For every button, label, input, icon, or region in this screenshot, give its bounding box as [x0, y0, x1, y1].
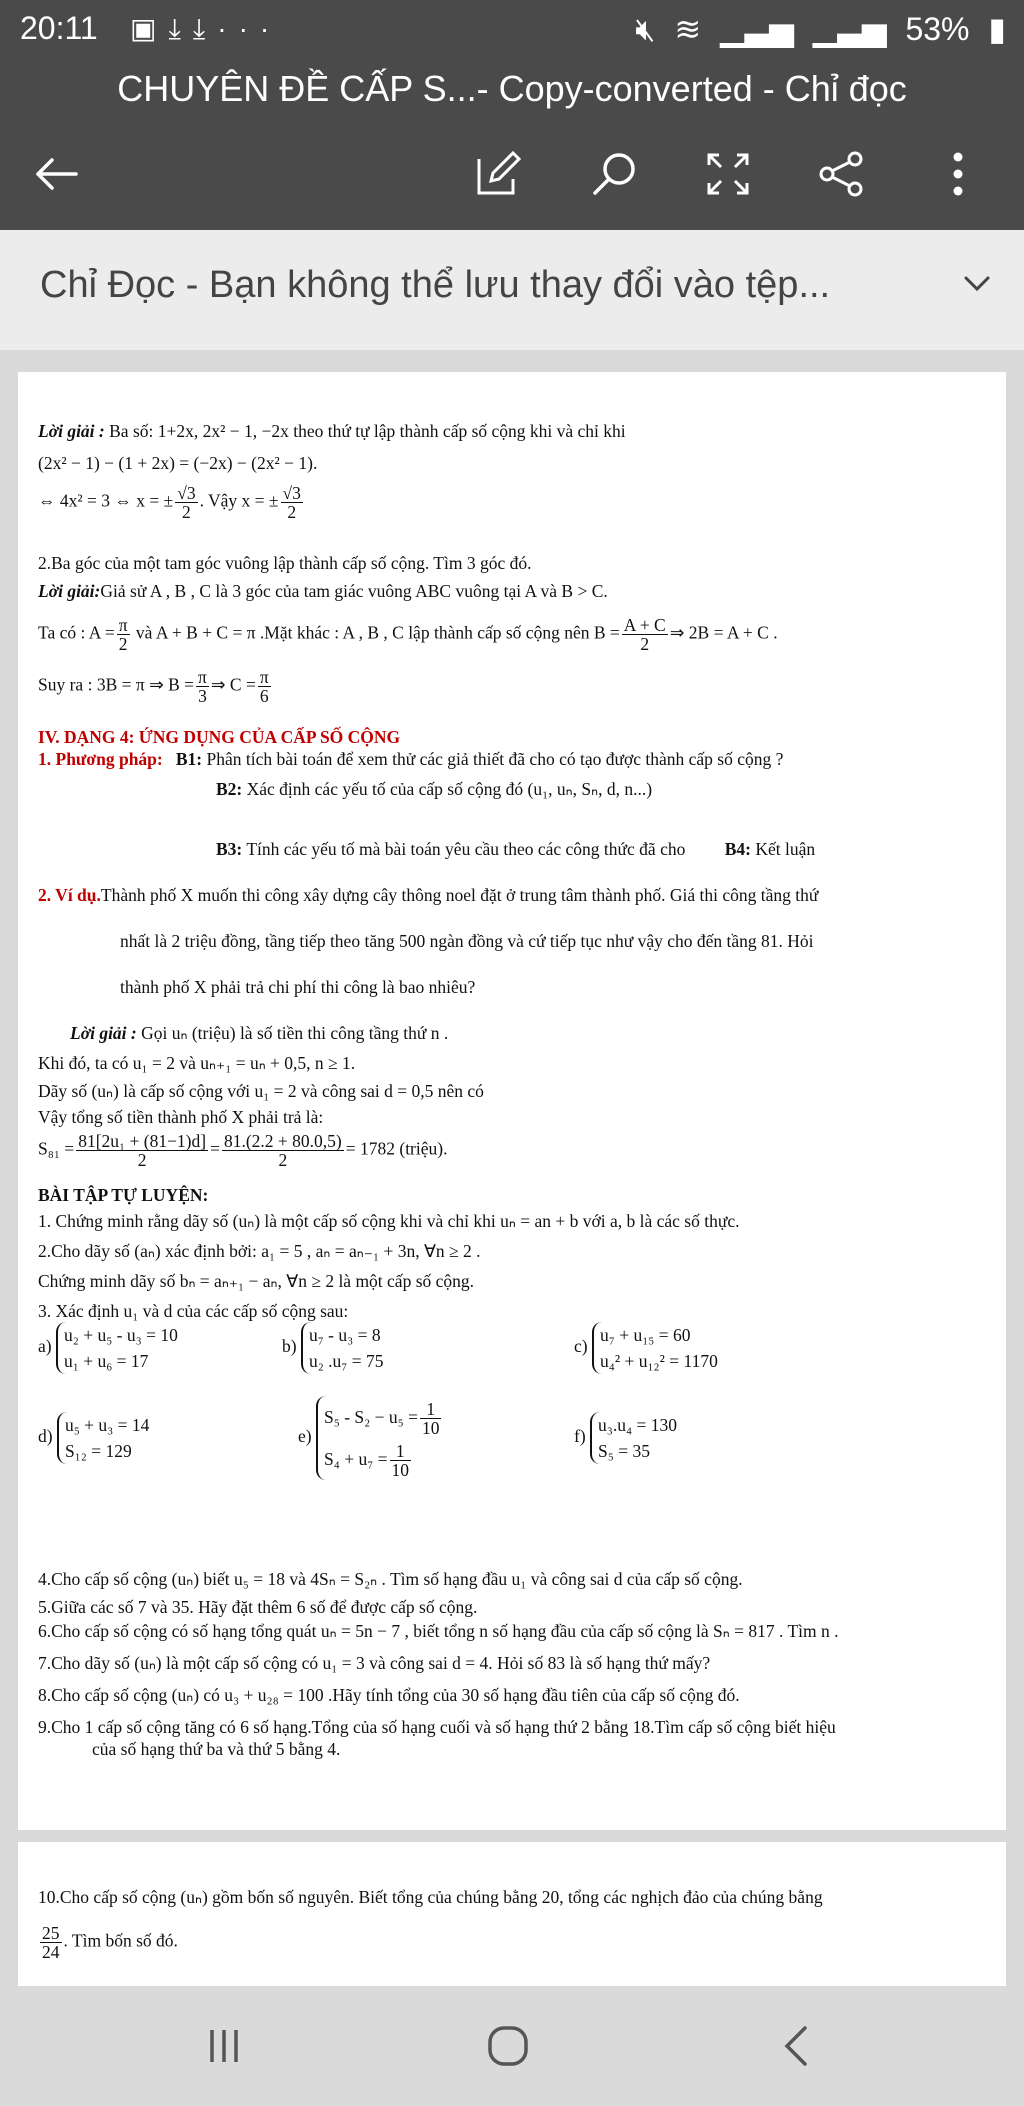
exercise-item: 10.Cho cấp số cộng (uₙ) gồm bốn số nguyên. Biết tổng của chúng bằng 20, tổng các nghịch đảo của chúng bằng — [38, 1887, 823, 1907]
equation-line: S₈₁ = $\frac{\text{81[2u₁ + (81−1)d]}}{2}$ = $\frac{81.(2.2 + 80.0,5)}{2}$ = 1782 (triệu). — [38, 1131, 448, 1170]
back-icon[interactable] — [24, 142, 88, 206]
search-icon[interactable] — [582, 142, 646, 206]
notification-icons — [130, 12, 281, 46]
home-icon[interactable] — [468, 2016, 548, 2076]
system-e: e) S₅ - S₂ − u₅ = $\frac{1}{10}$ S₄ + u₇ = $\frac{1}{10}$ — [298, 1396, 443, 1480]
system-c: c) u₇ + u₁₅ = 60 u₄² + u₁₂² = 1170 — [574, 1322, 718, 1374]
navigation-bar — [0, 1986, 1024, 2106]
text-line: Vậy tổng số tiền thành phố X phải trả là: — [38, 1107, 324, 1127]
download-icon: ⤓ — [192, 13, 218, 44]
recent-apps-icon[interactable] — [184, 2016, 264, 2076]
share-icon[interactable] — [810, 142, 874, 206]
document-title: CHUYÊN ĐỀ CẤP S...- Copy-converted - Chỉ đọc — [117, 68, 907, 109]
system-f: f) u₃.u₄ = 130 S₅ = 35 — [574, 1412, 677, 1464]
section-heading: IV. DẠNG 4: ỨNG DỤNG CỦA CẤP SỐ CỘNG — [38, 727, 401, 747]
battery-level: 53% — [905, 11, 970, 47]
more-vertical-icon[interactable] — [926, 142, 990, 206]
example-line: nhất là 2 triệu đồng, tầng tiếp theo tăng 500 ngàn đồng và cứ tiếp tục như vậy cho đến tầng 81. Hỏi — [120, 931, 814, 951]
exercise-item: 6.Cho cấp số cộng có số hạng tổng quát uₙ = 5n − 7 , biết tổng n số hạng đầu của cấp số cộng là Sₙ = 817 . Tìm n . — [38, 1621, 839, 1641]
text-line: 2.Ba góc của một tam góc vuông lập thành cấp số cộng. Tìm 3 góc đó. — [38, 553, 532, 573]
exercise-item: $\frac{25}{24}$ . Tìm bốn số đó. — [42, 1923, 178, 1962]
exercise-item: 2.Cho dãy số (aₙ) xác định bởi: a₁ = 5 , aₙ = aₙ₋₁ + 3n, ∀n ≥ 2 . — [38, 1241, 481, 1261]
system-a: a) u₂ + u₅ - u₃ = 10 u₁ + u₆ = 17 — [38, 1322, 178, 1374]
example-line: thành phố X phải trả chi phí thi công là bao nhiêu? — [120, 977, 476, 997]
text-line: Lời giải:Giả sử A , B , C là 3 góc của tam giác vuông ABC vuông tại A và B > C. — [38, 581, 608, 601]
battery-icon: ▮ — [988, 11, 1006, 47]
method-line: B2: Xác định các yếu tố của cấp số cộng đó (u₁, uₙ, Sₙ, d, n...) — [216, 779, 653, 799]
clock: 20:11 — [20, 10, 98, 46]
download-icon: ⤓ — [168, 13, 193, 44]
exercise-heading: BÀI TẬP TỰ LUYỆN: — [38, 1185, 209, 1205]
system-d: d) u₅ + u₃ = 14 S₁₂ = 129 — [38, 1412, 149, 1464]
exercise-item: Chứng minh dãy số bₙ = aₙ₊₁ − aₙ, ∀n ≥ 2 là một cấp số cộng. — [38, 1271, 475, 1291]
exercise-item: 3. Xác định u₁ và d của các cấp số cộng sau: — [38, 1301, 349, 1321]
read-only-banner[interactable] — [0, 230, 1024, 350]
back-nav-icon[interactable] — [756, 2016, 836, 2076]
chevron-down-icon[interactable] — [960, 266, 994, 305]
signal-icon: ▁▃▅ — [812, 11, 887, 47]
exercise-item: 9.Cho 1 cấp số cộng tăng có 6 số hạng.Tổng của số hạng cuối và số hạng thứ 2 bằng 18.Tìm cấp số cộng biết hiệu — [38, 1717, 836, 1737]
exercise-item: 5.Giữa các số 7 và 35. Hãy đặt thêm 6 số để được cấp số cộng. — [38, 1597, 478, 1617]
text-line: Khi đó, ta có u₁ = 2 và uₙ₊₁ = uₙ + 0,5, n ≥ 1. — [38, 1053, 356, 1073]
method-line: B3: Tính các yếu tố mà bài toán yêu cầu theo các công thức đã cho B4: Kết luận — [216, 839, 816, 859]
text-line: Lời giải : Gọi uₙ (triệu) là số tiền thi công tầng thứ n . — [70, 1023, 449, 1043]
exercise-item: 1. Chứng minh rằng dãy số (uₙ) là một cấp số cộng khi và chỉ khi uₙ = an + b với a, b là các số thực. — [38, 1211, 740, 1231]
exercise-item: 4.Cho cấp số cộng (uₙ) biết u₅ = 18 và 4Sₙ = S₂ₙ . Tìm số hạng đầu u₁ và công sai d của cấp số cộng. — [38, 1569, 743, 1589]
status-bar — [0, 0, 1024, 60]
exercise-item: 8.Cho cấp số cộng (uₙ) có u₃ + u₂₈ = 100 .Hãy tính tổng của 30 số hạng đầu tiên của cấp số cộng đó. — [38, 1685, 740, 1705]
equation-line: (2x² − 1) − (1 + 2x) = (−2x) − (2x² − 1). — [38, 453, 318, 473]
text-line: Lời giải : Ba số: 1+2x, 2x² − 1, −2x theo thứ tự lập thành cấp số cộng khi và chỉ khi — [38, 421, 626, 441]
app-bar — [0, 60, 1024, 230]
text-line: Dãy số (uₙ) là cấp số cộng với u₁ = 2 và công sai d = 0,5 nên có — [38, 1081, 484, 1101]
equation-line: Suy ra : 3B = π ⇒ B = $\frac{\pi}{3}$ ⇒ C = $\frac{\pi}{6}$ — [38, 667, 269, 706]
document-page — [18, 1842, 1006, 1986]
image-icon: ▣ — [130, 13, 169, 44]
system-b: b) u₇ - u₃ = 8 u₂ .u₇ = 75 — [282, 1322, 384, 1374]
wifi-icon: ≋ — [674, 11, 702, 47]
fullscreen-icon[interactable] — [696, 142, 760, 206]
method-line: 1. Phương pháp: B1: Phân tích bài toán để xem thử các giả thiết đã cho có tạo được thành cấp số cộng ? — [38, 749, 784, 769]
equation-line: ⇔ 4x² = 3 ⇔ x = ± $\frac{√3}{2}$ . Vậy x = ± $\frac{√3}{2}$ — [38, 483, 301, 522]
exercise-item: của số hạng thứ ba và thứ 5 bằng 4. — [92, 1739, 341, 1759]
example-line: 2. Ví dụ.Thành phố X muốn thi công xây dựng cây thông noel đặt ở trung tâm thành phố. Giá thi công tầng thứ — [38, 885, 819, 905]
signal-icon: ▁▃▅ — [720, 11, 794, 47]
system-icons — [625, 10, 1006, 49]
mute-icon: 🔇︎ — [635, 11, 656, 47]
exercise-item: 7.Cho dãy số (uₙ) là một cấp số cộng có u₁ = 3 và công sai d = 4. Hỏi số 83 là số hạng thứ mấy? — [38, 1653, 711, 1673]
edit-icon[interactable] — [466, 142, 530, 206]
more-dots-icon: ··· — [217, 13, 282, 44]
document-page — [18, 372, 1006, 1830]
equation-line: Ta có : A = $\frac{\pi}{2}$ và A + B + C = π .Mặt khác : A , B , C lập thành cấp số cộng nên B = $\frac{A + C}{2}$ ⇒ 2B = A + C . — [38, 615, 778, 654]
read-only-message: Chỉ Đọc - Bạn không thể lưu thay đổi vào tệp... — [40, 264, 831, 306]
